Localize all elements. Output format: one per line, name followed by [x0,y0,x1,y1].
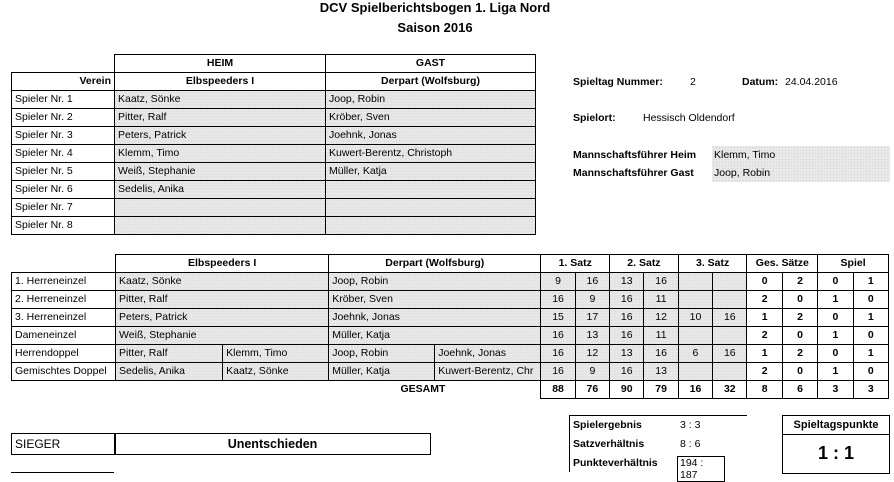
player-slot-label: Spieler Nr. 4 [12,145,115,163]
divider [11,472,114,473]
score-s1h: 16 [541,291,575,309]
home-player: Kaatz, Sönke [115,91,326,109]
lineup-row [12,127,536,145]
score-s3h [678,291,712,309]
score-s2h: 16 [610,291,644,309]
spieltagspunkte-value: 1 : 1 [817,443,855,463]
gesamt-ga: 6 [782,381,817,399]
lineup-row [12,163,536,181]
punkteverhaeltnis-value: 194 : 187 [677,456,725,482]
gesamt-label: GESAMT [400,383,446,396]
score-s1a: 17 [575,309,609,327]
total-gh: 2 [747,291,782,309]
sieger-label: SIEGER [15,437,61,451]
total-gh: 0 [747,273,782,291]
away-player: Joehnk, Jonas [326,127,536,145]
home-partner: Kaatz, Sönke [223,363,329,381]
score-s3h: 10 [678,309,712,327]
score-s2a: 16 [644,273,678,291]
away-player [326,217,536,235]
page-title: DCV Spielberichtsbogen 1. Liga Nord [319,0,551,15]
season-title: Saison 2016 [397,20,473,35]
heim-header: HEIM [115,55,326,73]
away-player: Kuwert-Berentz, Christoph [326,145,536,163]
total-spa: 0 [853,363,888,381]
discipline-label: Herrendoppel [12,345,116,363]
results-rows [12,273,889,381]
results-table [11,254,889,399]
results-away-team: Derpart (Wolfsburg) [329,255,541,273]
mf-gast-value: Joop, Robin [712,164,890,182]
score-s1h: 16 [541,363,575,381]
discipline-label: 3. Herreneinzel [12,309,116,327]
score-s3a [713,291,747,309]
total-sph: 0 [818,345,853,363]
home-player: Pitter, Ralf [115,109,326,127]
score-s1h: 16 [541,327,575,345]
match-row [12,291,889,309]
lineup-row [12,91,536,109]
verein-label: Verein [12,73,115,91]
home-player: Weiß, Stephanie [116,327,329,345]
home-player [115,199,326,217]
home-player: Sedelis, Anika [116,363,223,381]
mf-heim-label: Mannschaftsführer Heim [573,149,697,161]
gesamt-sph: 3 [818,381,853,399]
home-player: Peters, Patrick [116,309,329,327]
satz2-header: 2. Satz [610,255,679,273]
datum-label: Datum: [742,76,779,88]
discipline-label: 2. Herreneinzel [12,291,116,309]
gesamt-s1a: 76 [575,381,609,399]
home-player: Klemm, Timo [115,145,326,163]
satzverhaeltnis-label: Satzverhältnis [573,438,645,450]
player-slot-label: Spieler Nr. 5 [12,163,115,181]
lineup-row [12,181,536,199]
total-spa: 1 [853,345,888,363]
away-player: Joop, Robin [329,273,541,291]
home-player: Peters, Patrick [115,127,326,145]
score-s2h: 16 [610,309,644,327]
discipline-label: Gemischtes Doppel [12,363,116,381]
gesamt-s2a: 79 [644,381,678,399]
home-player: Kaatz, Sönke [116,273,329,291]
total-ga: 0 [782,363,817,381]
score-s3h [678,273,712,291]
score-s2a: 11 [644,327,678,345]
away-player: Joop, Robin [329,345,435,363]
player-slot-label: Spieler Nr. 2 [12,109,115,127]
away-player [326,199,536,217]
player-slot-label: Spieler Nr. 6 [12,181,115,199]
home-player: Weiß, Stephanie [115,163,326,181]
home-player [115,217,326,235]
score-s2a: 16 [644,345,678,363]
score-s1a: 12 [575,345,609,363]
total-sph: 1 [818,363,853,381]
score-s2a: 11 [644,291,678,309]
away-player: Joehnk, Jonas [329,309,541,327]
player-slot-label: Spieler Nr. 3 [12,127,115,145]
score-s2a: 12 [644,309,678,327]
spielort-label: Spielort: [573,112,616,124]
away-partner: Kuwert-Berentz, Chr [435,363,541,381]
score-s3a [713,327,747,345]
home-player: Pitter, Ralf [116,345,223,363]
satz1-header: 1. Satz [541,255,610,273]
gesamt-row [12,381,889,399]
score-s2a: 13 [644,363,678,381]
home-player: Sedelis, Anika [115,181,326,199]
total-gh: 1 [747,345,782,363]
total-sph: 0 [818,309,853,327]
score-s3h [678,363,712,381]
sieger-label-box [11,433,116,455]
player-slot-label: Spieler Nr. 8 [12,217,115,235]
total-spa: 0 [853,291,888,309]
total-ga: 2 [782,273,817,291]
total-gh: 2 [747,363,782,381]
lineup-row [12,109,536,127]
match-row [12,309,889,327]
score-s1a: 16 [575,273,609,291]
gesamt-spa: 3 [853,381,888,399]
discipline-label: 1. Herreneinzel [12,273,116,291]
home-team-name: Elbspeeders I [115,73,326,91]
discipline-label: Dameneinzel [12,327,116,345]
score-s1h: 15 [541,309,575,327]
score-s1a: 9 [575,363,609,381]
total-sph: 1 [818,291,853,309]
punkteverhaeltnis-label: Punkteverhältnis [573,457,658,469]
total-spa: 1 [853,309,888,327]
match-row [12,363,889,381]
score-s2h: 13 [610,345,644,363]
results-home-team: Elbspeeders I [116,255,329,273]
lineup-row [12,199,536,217]
away-player: Müller, Katja [326,163,536,181]
total-sph: 0 [818,273,853,291]
ges-saetze-header: Ges. Sätze [747,255,818,273]
satz3-header: 3. Satz [678,255,747,273]
away-player: Joop, Robin [326,91,536,109]
away-player [326,181,536,199]
home-partner: Klemm, Timo [223,345,329,363]
score-s3a: 16 [713,345,747,363]
score-s2h: 13 [610,273,644,291]
datum-value: 24.04.2016 [785,76,838,88]
total-spa: 0 [853,327,888,345]
total-ga: 0 [782,291,817,309]
total-ga: 0 [782,327,817,345]
gesamt-s3h: 16 [678,381,712,399]
spieltagspunkte-box [782,415,890,474]
spiel-header: Spiel [818,255,889,273]
away-player: Kröber, Sven [326,109,536,127]
score-s3a: 16 [713,309,747,327]
home-player: Pitter, Ralf [116,291,329,309]
score-s1h: 16 [541,345,575,363]
total-ga: 2 [782,309,817,327]
total-gh: 2 [747,327,782,345]
total-ga: 2 [782,345,817,363]
score-s3h [678,327,712,345]
gesamt-s1h: 88 [541,381,575,399]
match-row [12,345,889,363]
match-row [12,327,889,345]
lineup-rows [12,91,536,235]
player-slot-label: Spieler Nr. 7 [12,199,115,217]
match-row [12,273,889,291]
score-s3a [713,273,747,291]
spielort-value: Hessisch Oldendorf [643,112,735,124]
score-s1a: 13 [575,327,609,345]
lineup-table [11,54,536,235]
score-s1a: 9 [575,291,609,309]
spieltagspunkte-label: Spieltagspunkte [783,416,889,435]
away-partner: Joehnk, Jonas [435,345,541,363]
total-sph: 1 [818,327,853,345]
total-spa: 1 [853,273,888,291]
lineup-row [12,217,536,235]
total-gh: 1 [747,309,782,327]
score-s2h: 16 [610,363,644,381]
away-player: Müller, Katja [329,327,541,345]
away-player: Müller, Katja [329,363,435,381]
score-s2h: 16 [610,327,644,345]
mf-gast-label: Mannschaftsführer Gast [573,167,694,179]
spielergebnis-value: 3 : 3 [680,419,701,431]
gesamt-s3a: 32 [713,381,747,399]
away-player: Kröber, Sven [329,291,541,309]
score-s3a [713,363,747,381]
spieltag-label: Spieltag Nummer: [573,76,663,88]
score-s3h: 6 [678,345,712,363]
mf-heim-value: Klemm, Timo [712,146,890,164]
gast-header: GAST [326,55,536,73]
player-slot-label: Spieler Nr. 1 [12,91,115,109]
sieger-value: Unentschieden [114,433,431,455]
away-team-name: Derpart (Wolfsburg) [326,73,536,91]
spieltag-value: 2 [690,76,696,88]
score-s1h: 9 [541,273,575,291]
gesamt-s2h: 90 [610,381,644,399]
spielergebnis-label: Spielergebnis [573,419,642,431]
lineup-row [12,145,536,163]
gesamt-gh: 8 [747,381,782,399]
satzverhaeltnis-value: 8 : 6 [680,438,701,450]
